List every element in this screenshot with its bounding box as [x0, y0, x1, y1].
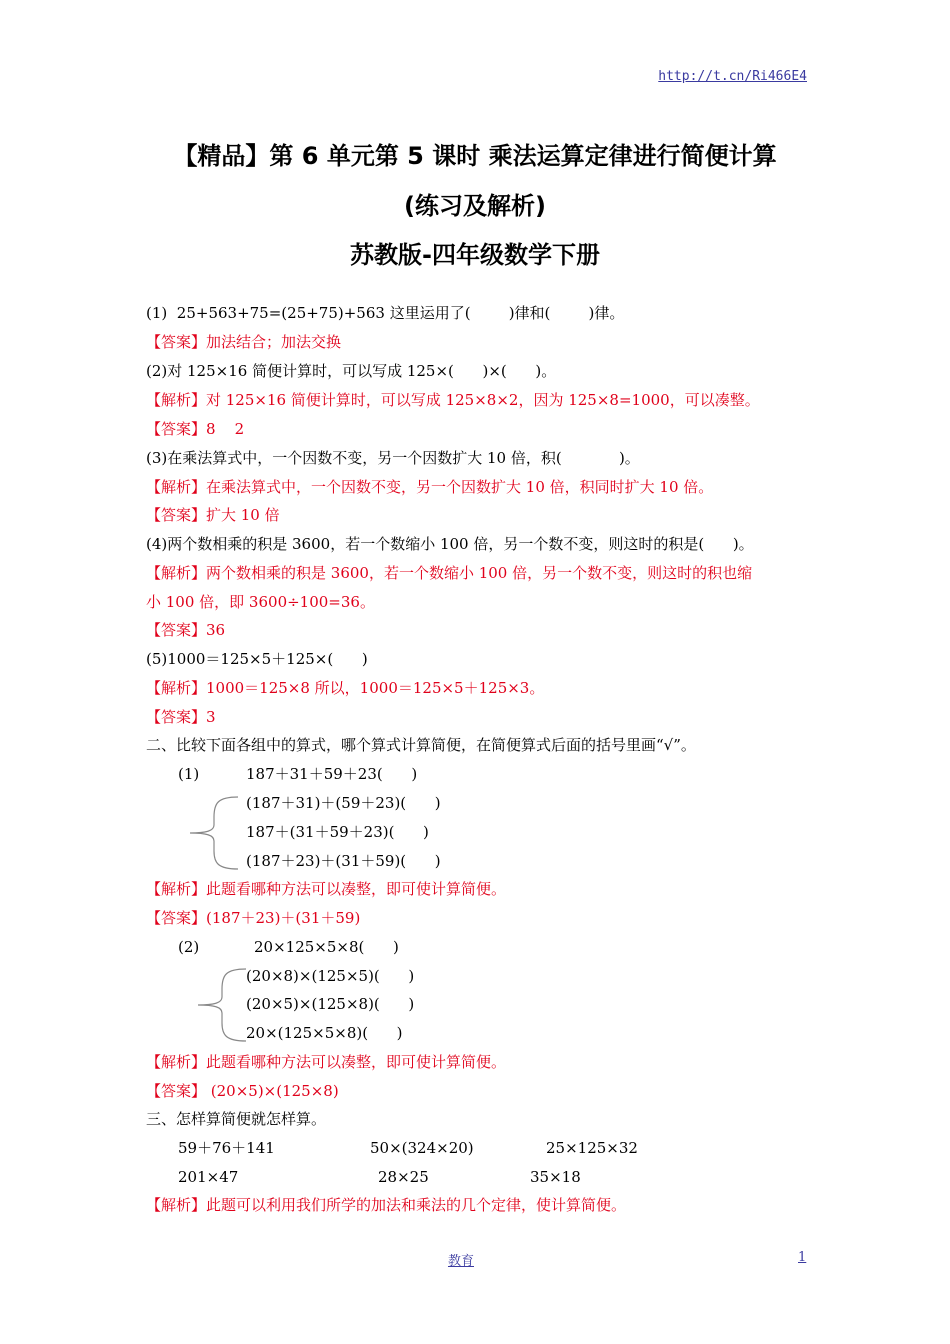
- q4-analysis-1: 【解析】两个数相乘的积是 3600，若一个数缩小 100 倍，另一个数不变，则这时的积也缩: [146, 564, 753, 582]
- calc-item: 28×25: [378, 1168, 429, 1186]
- q2-answer: 【答案】8 2: [146, 420, 245, 438]
- title-line-2: (练习及解析): [404, 192, 546, 220]
- group1-first: 187＋31＋59＋23( ): [246, 765, 418, 783]
- title-line-1: 【精品】第 6 单元第 5 课时 乘法运算定律进行简便计算: [173, 142, 777, 170]
- group1-option-2: 187＋(31＋59＋23)( ): [246, 823, 429, 841]
- group1-label: (1): [178, 765, 200, 783]
- q5-analysis: 【解析】1000＝125×8 所以，1000＝125×5＋125×3。: [146, 679, 545, 697]
- q1-answer: 【答案】加法结合；加法交换: [146, 333, 342, 351]
- q4-answer: 【答案】36: [146, 621, 226, 639]
- q1-text: (1) 25+563+75=(25+75)+563 这里运用了( )律和( )律。: [146, 304, 625, 322]
- group2-brace-icon: [196, 967, 252, 1043]
- calc-item: 35×18: [530, 1168, 581, 1186]
- q3-analysis: 【解析】在乘法算式中，一个因数不变，另一个因数扩大 10 倍，积同时扩大 10 倍。: [146, 478, 714, 496]
- q4-analysis-2: 小 100 倍，即 3600÷100=36。: [146, 593, 375, 611]
- section2-heading: 二、比较下面各组中的算式，哪个算式计算简便，在简便算式后面的括号里画“√”。: [146, 736, 696, 754]
- q2-text: (2)对 125×16 简便计算时，可以写成 125×( )×( )。: [146, 362, 557, 380]
- group1-brace-icon: [188, 795, 244, 871]
- group2-option-1: (20×8)×(125×5)( ): [246, 967, 415, 985]
- group2-analysis: 【解析】此题看哪种方法可以凑整，即可使计算简便。: [146, 1053, 507, 1071]
- section3-heading: 三、怎样算简便就怎样算。: [146, 1110, 327, 1128]
- group2-answer: 【答案】 (20×5)×(125×8): [146, 1082, 339, 1100]
- group1-option-1: (187＋31)＋(59＋23)( ): [246, 794, 441, 812]
- q2-analysis: 【解析】对 125×16 简便计算时，可以写成 125×8×2，因为 125×8=1000，可以凑整。: [146, 391, 760, 409]
- q5-text: (5)1000＝125×5＋125×( ): [146, 650, 368, 668]
- group2-label: (2): [178, 938, 200, 956]
- q3-text: (3)在乘法算式中，一个因数不变，另一个因数扩大 10 倍，积( )。: [146, 449, 640, 467]
- calc-item: 201×47: [178, 1168, 239, 1186]
- header-link[interactable]: http://t.cn/Ri466E4: [658, 69, 807, 84]
- q5-answer: 【答案】3: [146, 708, 216, 726]
- calc-item: 59＋76＋141: [178, 1139, 275, 1157]
- group1-option-3: (187＋23)＋(31＋59)( ): [246, 852, 441, 870]
- group1-analysis: 【解析】此题看哪种方法可以凑整，即可使计算简便。: [146, 880, 507, 898]
- calc-item: 25×125×32: [546, 1139, 638, 1157]
- title-line-3: 苏教版-四年级数学下册: [350, 241, 600, 269]
- group2-option-2: (20×5)×(125×8)( ): [246, 995, 415, 1013]
- page-number: 1: [798, 1250, 807, 1265]
- q3-answer: 【答案】扩大 10 倍: [146, 506, 280, 524]
- section3-analysis: 【解析】此题可以利用我们所学的加法和乘法的几个定律，使计算简便。: [146, 1196, 627, 1214]
- group2-first: 20×125×5×8( ): [254, 938, 399, 956]
- group1-answer: 【答案】(187＋23)＋(31＋59): [146, 909, 361, 927]
- footer-center-link[interactable]: 教育: [447, 1254, 474, 1269]
- q4-text: (4)两个数相乘的积是 3600，若一个数缩小 100 倍，另一个数不变，则这时的积是( )。: [146, 535, 754, 553]
- calc-item: 50×(324×20): [370, 1139, 474, 1157]
- group2-option-3: 20×(125×5×8)( ): [246, 1024, 403, 1042]
